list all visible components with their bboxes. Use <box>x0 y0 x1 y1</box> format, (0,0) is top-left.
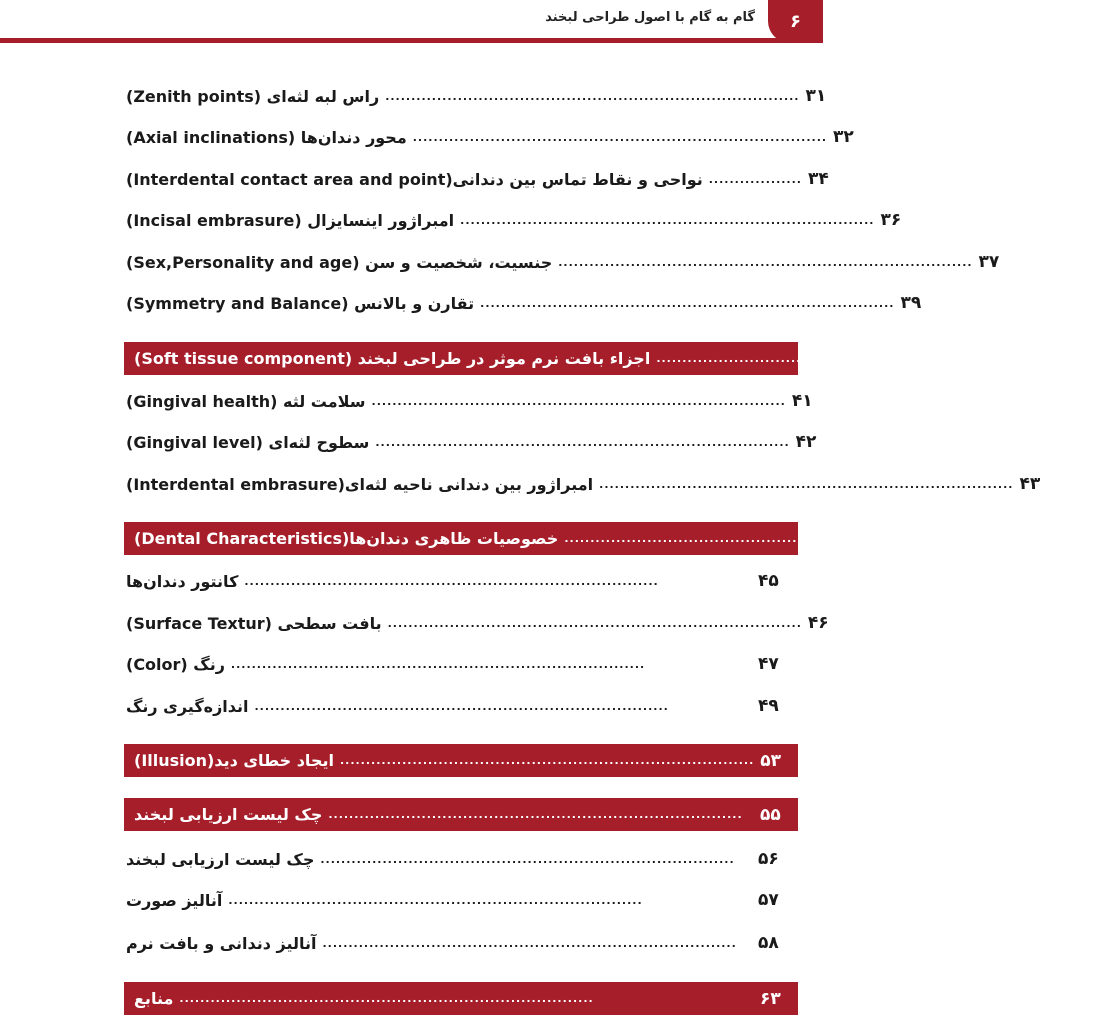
toc-entry-page: ۵۸ <box>758 933 779 953</box>
toc-entry-page: ۵۶ <box>758 849 779 869</box>
toc-section-page: ۴۱ <box>1076 348 1098 369</box>
toc-section-label: ایجاد خطای دید(Illusion) <box>134 751 334 770</box>
toc-section-page: ۴۵ <box>984 528 1006 549</box>
dot-leader: ................................................................................ <box>656 352 1071 365</box>
dot-leader: ................................................................................ <box>375 435 790 449</box>
toc-entry-label: آنالیز صورت <box>126 890 223 910</box>
dot-leader: ................................................................................ <box>228 893 643 907</box>
toc-entry[interactable] <box>124 608 829 638</box>
toc-section[interactable] <box>124 744 798 777</box>
dot-leader: ................................................................................ <box>244 574 659 588</box>
page-number: ۶ <box>790 11 801 32</box>
toc-entry[interactable] <box>124 427 817 457</box>
toc-entry-label: چک لیست ارزیابی لبخند <box>126 849 315 869</box>
toc-entry-label: امبراژور اینسایزال (Incisal embrasure) <box>126 210 455 230</box>
toc-entry[interactable] <box>124 288 922 318</box>
toc-entry-page: ۴۷ <box>758 654 779 674</box>
toc-entry[interactable] <box>124 122 854 152</box>
toc-section[interactable] <box>124 522 1006 555</box>
dot-leader: ................................................................................ <box>371 394 786 408</box>
toc-entry[interactable] <box>124 885 786 915</box>
toc-entry[interactable] <box>124 164 829 194</box>
toc-entry-page: ۵۷ <box>758 890 779 910</box>
toc-entry[interactable] <box>124 566 786 596</box>
toc-entry-label: بافت سطحی (Surface Textur) <box>126 613 382 633</box>
toc-entry-page: ۴۶ <box>807 613 829 633</box>
toc-entry-label: جنسیت، شخصیت و سن (Sex,Personality and age) <box>126 252 553 272</box>
toc-entry-label: اندازه‌گیری رنگ <box>126 696 249 716</box>
toc-entry-page: ۳۱ <box>805 86 827 106</box>
running-title: گام به گام با اصول طراحی لبخند <box>545 10 755 25</box>
page-number-tab <box>768 0 823 43</box>
dot-leader: ................................................................................ <box>230 657 646 671</box>
toc-entry[interactable] <box>124 205 902 235</box>
toc-entry-page: ۳۴ <box>807 169 829 189</box>
dot-leader: ................................................................................ <box>320 852 735 866</box>
toc-section-page: ۵۵ <box>760 804 781 825</box>
toc-entry[interactable] <box>124 469 1041 499</box>
dot-leader: ................................................................................ <box>322 936 737 950</box>
dot-leader: ................................................................................ <box>599 477 1014 491</box>
toc-entry-page: ۴۱ <box>791 391 813 411</box>
toc-entry-page: ۴۲ <box>795 432 817 452</box>
dot-leader: ................................................................................ <box>179 992 594 1005</box>
toc-section-page: ۶۳ <box>760 988 781 1009</box>
dot-leader: ................................................................................ <box>387 616 802 630</box>
toc-entry-page: ۳۶ <box>880 210 902 230</box>
toc-section-label: خصوصیات ظاهری دندان‌ها(Dental Characteristics) <box>134 529 559 548</box>
toc-entry-page: ۳۲ <box>833 127 854 147</box>
toc-entry-label: امبراژور بین دندانی ناحیه لثه‌ای(Interdental embrasure) <box>126 474 594 494</box>
toc-section[interactable] <box>124 982 798 1015</box>
toc-entry[interactable] <box>124 928 786 958</box>
dot-leader: ................................................................................ <box>480 296 895 310</box>
dot-leader: ................................................................................ <box>460 213 875 227</box>
toc-entry-label: راس لبه لثه‌ای (Zenith points) <box>126 86 380 106</box>
dot-leader: ................................................................................ <box>385 89 800 103</box>
toc-entry-label: تقارن و بالانس (Symmetry and Balance) <box>126 293 475 313</box>
dot-leader: ................................................................................ <box>339 754 755 767</box>
toc-entry-label: آنالیز دندانی و بافت نرم <box>126 933 317 953</box>
dot-leader: ................................................................................ <box>564 532 979 545</box>
toc-entry-page: ۳۹ <box>900 293 922 313</box>
toc-section-page: ۵۳ <box>760 750 782 771</box>
toc-section-label: چک لیست ارزیابی لبخند <box>134 805 323 824</box>
toc-entry[interactable] <box>124 844 786 874</box>
page-header <box>0 0 823 46</box>
toc-entry-page: ۴۹ <box>758 696 779 716</box>
dot-leader: ................................................................................ <box>328 808 743 821</box>
toc-section[interactable] <box>124 342 1098 375</box>
toc-entry-label: رنگ (Color) <box>126 654 225 674</box>
toc-entry[interactable] <box>124 691 786 721</box>
dot-leader: .................. <box>708 172 802 186</box>
toc-entry[interactable] <box>124 649 786 679</box>
toc-section-label: اجزاء بافت نرم موثر در طراحی لبخند (Soft tissue component) <box>134 349 651 368</box>
toc-entry-label: کانتور دندان‌ها <box>126 571 239 591</box>
toc-entry[interactable] <box>124 386 813 416</box>
toc-entry-label: محور دندان‌ها (Axial inclinations) <box>126 127 407 147</box>
toc-entry-label: نواحی و نقاط تماس بین دندانی(Interdental contact area and point) <box>126 169 703 189</box>
toc-entry-page: ۴۵ <box>758 571 779 591</box>
toc-entry-page: ۳۷ <box>978 252 1000 272</box>
toc-entry-page: ۴۳ <box>1019 474 1041 494</box>
header-rule <box>0 38 823 43</box>
toc-section[interactable] <box>124 798 798 831</box>
toc-entry[interactable] <box>124 247 1000 277</box>
toc-entry-label: سلامت لثه (Gingival health) <box>126 391 366 411</box>
toc-section-label: منابع <box>134 989 174 1008</box>
dot-leader: ................................................................................ <box>254 699 669 713</box>
toc-entry-label: سطوح لثه‌ای (Gingival level) <box>126 432 370 452</box>
dot-leader: ................................................................................ <box>412 130 828 144</box>
dot-leader: ................................................................................ <box>558 255 973 269</box>
toc-entry[interactable] <box>124 81 827 111</box>
